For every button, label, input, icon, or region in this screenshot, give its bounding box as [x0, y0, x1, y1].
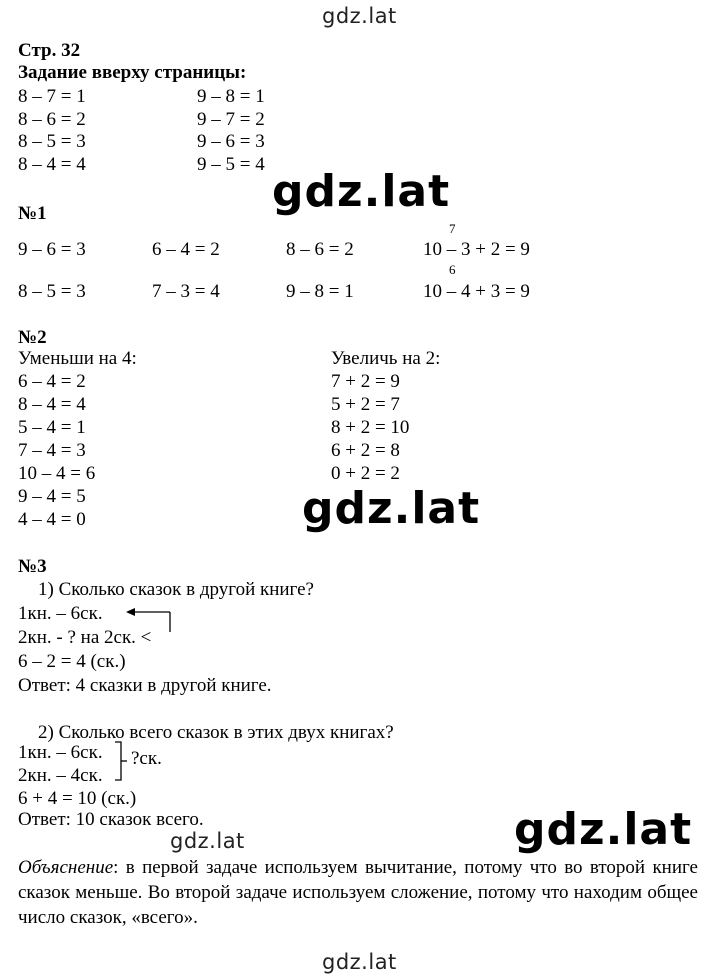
equation: 8 – 6 = 2 — [18, 109, 86, 130]
watermark-lower-small: gdz.lat — [170, 829, 245, 853]
equation: 7 – 3 = 4 — [152, 281, 220, 302]
watermark-bottom: gdz.lat — [322, 950, 397, 974]
equation: 10 – 3 + 2 = 9 — [423, 239, 530, 260]
task-3-q1-answer: Ответ: 4 сказки в другой книге. — [18, 675, 272, 696]
task-3-question-2: 2) Сколько всего сказок в этих двух книгах? — [38, 722, 394, 743]
equation: 5 + 2 = 7 — [331, 394, 400, 415]
equation: 8 – 4 = 4 — [18, 394, 86, 415]
equation: 0 + 2 = 2 — [331, 463, 400, 484]
comparison-arrow-icon — [126, 603, 174, 633]
equation: 9 – 4 = 5 — [18, 486, 86, 507]
task-3-question-1: 1) Сколько сказок в другой книге? — [38, 579, 314, 600]
equation: 7 + 2 = 9 — [331, 371, 400, 392]
equation: 8 – 6 = 2 — [286, 239, 354, 260]
equation: 4 – 4 = 0 — [18, 509, 86, 530]
task-2-title: №2 — [18, 327, 47, 348]
equation: 8 + 2 = 10 — [331, 417, 410, 438]
task-2-right-title: Увеличь на 2: — [331, 348, 441, 369]
equation: 8 – 5 = 3 — [18, 281, 86, 302]
equation: 6 – 4 = 2 — [18, 371, 86, 392]
task-1-note-7: 7 — [449, 221, 456, 236]
equation: 8 – 4 = 4 — [18, 154, 86, 175]
task-3-q2-answer: Ответ: 10 сказок всего. — [18, 809, 204, 830]
equation: 9 – 7 = 2 — [197, 109, 265, 130]
explanation-label: Объяснение — [18, 857, 114, 878]
equation: 10 – 4 = 6 — [18, 463, 96, 484]
task-3-q1-line-2: 2кн. - ? на 2ск. < — [18, 627, 152, 648]
page-number: Стр. 32 — [18, 40, 81, 61]
equation: 9 – 6 = 3 — [18, 239, 86, 260]
equation: 9 – 8 = 1 — [286, 281, 354, 302]
equation: 8 – 5 = 3 — [18, 131, 86, 152]
task-3-title: №3 — [18, 556, 47, 577]
equation: 6 + 2 = 8 — [331, 440, 400, 461]
task-3-q2-line-2: 2кн. – 4ск. — [18, 765, 103, 786]
equation: 10 – 4 + 3 = 9 — [423, 281, 530, 302]
watermark-top: gdz.lat — [322, 4, 397, 28]
task-3-q2-total: ?ск. — [131, 748, 162, 769]
watermark-middle-1: gdz.lat — [272, 166, 451, 217]
equation: 7 – 4 = 3 — [18, 440, 86, 461]
watermark-lower-big: gdz.lat — [514, 804, 693, 855]
explanation-paragraph — [18, 855, 698, 930]
equation: 6 – 4 = 2 — [152, 239, 220, 260]
task-3-q2-calc: 6 + 4 = 10 (ск.) — [18, 788, 137, 809]
task-1-note-6: 6 — [449, 262, 456, 277]
equation: 9 – 5 = 4 — [197, 154, 265, 175]
explanation-text: : в первой задаче используем вычитание, потому что во второй книге сказок меньше. Во второй задаче используем сложение, потому что находим общее число сказок, «всего». — [18, 857, 698, 928]
equation: 9 – 6 = 3 — [197, 131, 265, 152]
task-3-q1-calc: 6 – 2 = 4 (ск.) — [18, 651, 126, 672]
equation: 9 – 8 = 1 — [197, 86, 265, 107]
task-3-q2-line-1: 1кн. – 6ск. — [18, 742, 103, 763]
equation: 8 – 7 = 1 — [18, 86, 86, 107]
task-1-title: №1 — [18, 203, 47, 224]
task-2-left-title: Уменьши на 4: — [18, 348, 137, 369]
equation: 5 – 4 = 1 — [18, 417, 86, 438]
watermark-middle-2: gdz.lat — [302, 483, 481, 534]
task-top-title: Задание вверху страницы: — [18, 62, 247, 83]
task-3-q1-line-1: 1кн. – 6ск. — [18, 603, 103, 624]
